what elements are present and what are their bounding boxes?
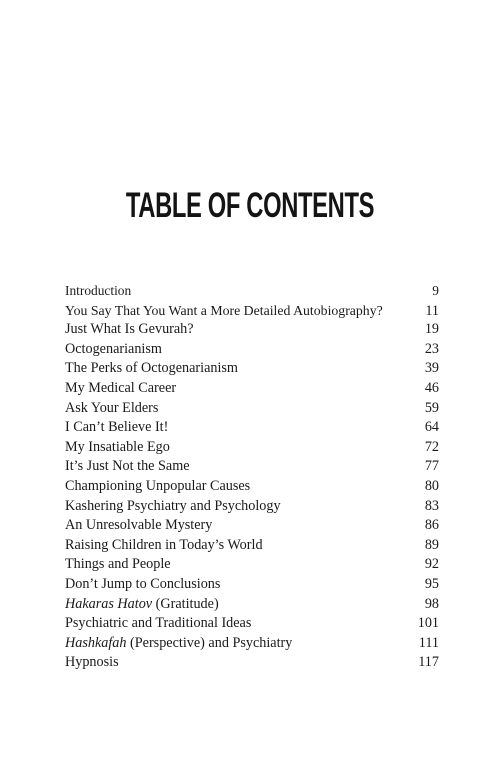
toc-entry-page: 89 bbox=[424, 536, 439, 553]
toc-entry-title: I Can’t Believe It! bbox=[65, 419, 169, 436]
toc-entry-title: Things and People bbox=[65, 556, 171, 573]
toc-entry[interactable] bbox=[65, 516, 439, 536]
toc-entry-title: Hypnosis bbox=[65, 654, 119, 671]
toc-entry[interactable] bbox=[65, 614, 439, 634]
toc-entry-page: 117 bbox=[418, 654, 439, 671]
toc-entry-title: Octogenarianism bbox=[65, 340, 162, 357]
toc-entry-page: 83 bbox=[424, 497, 439, 514]
toc-entry-title: Hashkafah (Perspective) and Psychiatry bbox=[65, 634, 293, 651]
toc-entry-page: 19 bbox=[424, 321, 439, 338]
toc-entry-page: 39 bbox=[424, 360, 439, 377]
toc-entry[interactable] bbox=[65, 477, 439, 497]
toc-entry[interactable] bbox=[65, 359, 439, 379]
toc-entry[interactable] bbox=[65, 457, 439, 477]
toc-entry-page: 59 bbox=[424, 399, 439, 416]
toc-entry[interactable] bbox=[65, 301, 439, 321]
toc-entry-title: Psychiatric and Traditional Ideas bbox=[65, 615, 252, 632]
toc-entry-title: You Say That You Want a More Detailed Autobiography? bbox=[65, 302, 383, 318]
toc-entry-page: 95 bbox=[424, 575, 439, 592]
toc-entry-title: The Perks of Octogenarianism bbox=[65, 360, 238, 377]
toc-entry-page: 72 bbox=[424, 438, 439, 455]
toc-entry-title: Just What Is Gevurah? bbox=[65, 321, 194, 338]
toc-entry[interactable] bbox=[65, 379, 439, 399]
toc-entry-title: An Unresolvable Mystery bbox=[65, 517, 213, 534]
toc-entry-page: 111 bbox=[418, 634, 439, 651]
toc-entry-page: 23 bbox=[424, 340, 439, 357]
toc-entry-page: 86 bbox=[424, 517, 439, 534]
toc-entry[interactable] bbox=[65, 399, 439, 419]
toc-entry-title: Hakaras Hatov (Gratitude) bbox=[65, 595, 219, 612]
toc-entry[interactable] bbox=[65, 555, 439, 575]
toc-entry[interactable] bbox=[65, 438, 439, 458]
toc-entry-title: My Medical Career bbox=[65, 379, 177, 396]
toc-entry[interactable] bbox=[65, 536, 439, 556]
toc-entry[interactable] bbox=[65, 340, 439, 360]
toc-entry-page: 77 bbox=[424, 458, 439, 475]
toc-entry-title: Don’t Jump to Conclusions bbox=[65, 575, 221, 592]
toc-entry-page: 9 bbox=[432, 283, 439, 298]
toc-entry-page: 11 bbox=[425, 302, 439, 319]
toc-entry-title: It’s Just Not the Same bbox=[65, 458, 190, 475]
toc-entry[interactable] bbox=[65, 497, 439, 517]
toc-entry-title: Kashering Psychiatry and Psychology bbox=[65, 497, 281, 514]
toc-entry-title: Ask Your Elders bbox=[65, 399, 159, 416]
toc-entry-title: My Insatiable Ego bbox=[65, 438, 170, 455]
toc-entry-page: 80 bbox=[424, 477, 439, 494]
toc-entry[interactable] bbox=[65, 281, 439, 301]
toc-entry[interactable] bbox=[65, 575, 439, 595]
toc-entry-page: 64 bbox=[424, 419, 439, 436]
toc-entry-title: Raising Children in Today’s World bbox=[65, 536, 263, 553]
toc-entry[interactable] bbox=[65, 320, 439, 340]
toc-entry-title: Championing Unpopular Causes bbox=[65, 477, 251, 494]
page-title: TABLE OF CONTENTS bbox=[125, 184, 375, 225]
table-of-contents bbox=[65, 281, 439, 673]
toc-entry-page: 98 bbox=[424, 595, 439, 612]
toc-entry-page: 46 bbox=[424, 379, 439, 396]
toc-entry-page: 92 bbox=[424, 556, 439, 573]
toc-entry[interactable] bbox=[65, 418, 439, 438]
toc-entry[interactable] bbox=[65, 634, 439, 654]
toc-entry[interactable] bbox=[65, 653, 439, 673]
toc-entry[interactable] bbox=[65, 595, 439, 615]
toc-entry-title: Introduction bbox=[65, 283, 132, 298]
toc-entry-page: 101 bbox=[417, 615, 439, 632]
